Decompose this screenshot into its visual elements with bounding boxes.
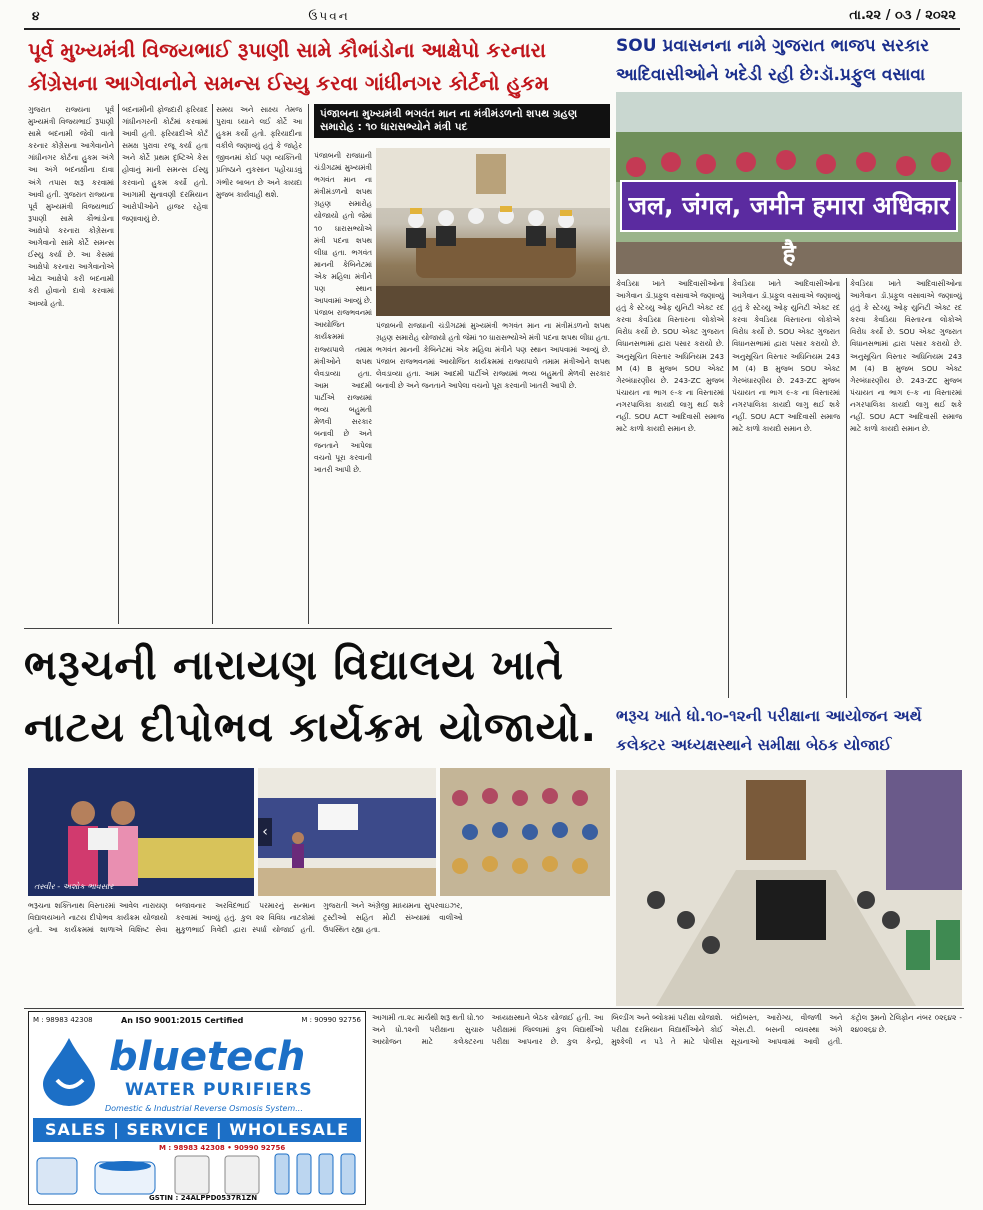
purifier-products-icon — [35, 1152, 361, 1196]
story1-column-3: સમય અને સાક્ષ્ય તેમજ પુરાવા ધ્યાને લઈ કોર્ટે આ હુકમ કર્યો હતો. ફરિયાદીના વકીલે જણાવ્યું હતું કે જાહેર જીવનમાં કોઈ પણ વ્યક્તિની પ્રતિષ્ઠાને નુકસાન પહોંચાડવું ગંભીર બાબત છે અને કાયદા મુજબ કાર્યવાહી થશે. — [216, 105, 302, 199]
ad-brand-subtitle: WATER PURIFIERS — [125, 1080, 313, 1100]
section-rule — [24, 1008, 964, 1009]
story2-photo — [376, 148, 610, 316]
story4-photo-1 — [28, 768, 254, 896]
column-rule — [308, 104, 309, 624]
ad-phone-left: M : 98983 42308 — [33, 1016, 93, 1024]
story5-headline: ભરૂચ ખાતે ધો.૧૦-૧૨ની પરીક્ષાના આયોજન અર્થે કલેક્ટર અધ્યક્ષસ્થાને સમીક્ષા બેઠક યોજાઈ — [616, 707, 922, 754]
story1-column-1: ગુજરાત રાજ્યના પૂર્વ મુખ્યમંત્રી વિજયભાઈ રૂપાણી સામે બદનામી જેવી વાતો કરનાર કોંગ્રેસના આગેવાનોને ગાંધીનગર કોર્ટના હુકમ અંગે આ અંગે બદનક્ષીના દાવા અંગે તપાસ શરૂ કરવામાં આવી હતી. ગુજરાત રાજ્યના પૂર્વ મુખ્યમંત્રી વિજયભાઈ રૂપાણી સામે કૌભાંડોના આક્ષેપો કરનારા કોંગ્રેસના આગેવાનો સામે કોર્ટે સમન્સ ઈસ્યુ કર્યા છે. આ કેસમાં આક્ષેપો કરનારા આગેવાનોએ ખોટા આક્ષેપો કરી બદનામી કરી હોવાનો દાવો કરવામાં આવ્યો હતો. — [28, 105, 114, 308]
story4-headline: ભરૂચની નારાયણ વિદ્યાલય ખાતે નાટય દીપોભવ કાર્યક્રમ યોજાયો. — [24, 641, 598, 751]
story3-photo — [616, 92, 962, 274]
ad-phone-right: M : 90990 92756 — [301, 1016, 361, 1024]
felicitation-photo — [28, 768, 254, 896]
column-rule — [118, 104, 119, 624]
audience-photo — [440, 768, 610, 896]
column-rule — [728, 278, 729, 698]
page-number: ૪ — [32, 9, 40, 23]
chevron-left-icon[interactable]: ‹ — [258, 818, 272, 846]
story1-column-2: બદનામીની ફોજદારી ફરિયાદ ગાંધીનગરની કોર્ટમાં કરવામાં આવી હતી. ફરિયાદીએ કોર્ટ સમક્ષ પુરાવા રજૂ કર્યા હતા અને કોર્ટે પ્રથમ દૃષ્ટિએ કેસ હોવાનું માની સમન્સ ઈસ્યુ કરવાનો હુકમ કર્યો હતો. આગામી સુનાવણી દરમિયાન આરોપીઓને હાજર રહેવા જણાવાયું છે. — [122, 105, 208, 223]
story3-headline: SOU પ્રવાસનના નામે ગુજરાત ભાજપ સરકાર આદિવાસીઓને ખદેડી રહી છે:ડૉ.પ્રફુલ વસાવા — [616, 36, 930, 85]
ad-tagline: Domestic & Industrial Reverse Osmosis System... — [105, 1104, 303, 1113]
bluetech-advertisement — [28, 1011, 366, 1205]
issue-date: તા.૨૨ / ૦૩ / ૨૦૨૨ — [849, 8, 956, 23]
story4-photo-3 — [440, 768, 610, 896]
ad-phones-bottom: M : 98983 42308 • 90990 92756 — [159, 1144, 286, 1152]
masthead-strip — [24, 6, 960, 30]
ad-services-strip: SALES | SERVICE | WHOLESALE — [33, 1118, 361, 1142]
cabinet-meeting-photo — [376, 148, 610, 316]
story2-body: પંજાબની રાજધાની ચંડીગઢમાં મુખ્યમંત્રી ભગવંત માન ના મંત્રીમંડળનો શપથ ગ્રહણ સમારોહ યોજાયો હતો જેમાં ૧૦ ધારાસભ્યોએ મંત્રી પદના શપથ લીધા હતા. ભગવંત માનની કેબિનેટમાં એક મહિલા મંત્રીને પણ સ્થાન આપવામાં આવ્યું છે. પંજાબ રાજભવનમાં આયોજિત કાર્યક્રમમાં રાજ્યપાલે તમામ મંત્રીઓને શપથ લેવડાવ્યા હતા. આમ આદમી પાર્ટીએ રાજ્યમાં ભવ્ય બહુમતી મેળવી સરકાર બનાવી છે અને જનતાને આપેલા વચનો પૂરા કરવાની ખાતરી આપી છે. — [376, 321, 610, 391]
story2-sidebar-text: પંજાબની રાજધાની ચંડીગઢમાં મુખ્યમંત્રી ભગવંત માન ના મંત્રીમંડળનો શપથ ગ્રહણ સમારોહ યોજાયો હતો જેમાં ૧૦ ધારાસભ્યોએ મંત્રી પદના શપથ લીધા હતા. ભગવંત માનની કેબિનેટમાં એક મહિલા મંત્રીને પણ સ્થાન આપવામાં આવ્યું છે. પંજાબ રાજભવનમાં આયોજિત કાર્યક્રમમાં રાજ્યપાલે તમામ મંત્રીઓને શપથ લેવડાવ્યા હતા. આમ આદમી પાર્ટીએ રાજ્યમાં ભવ્ય બહુમતી મેળવી સરકાર બનાવી છે અને જનતાને આપેલા વચનો પૂરા કરવાની ખાતરી આપી છે. — [314, 151, 372, 475]
story3-column-2: કેવડિયા ખાતે આદિવાસીઓના આગેવાન ડૉ.પ્રફુલ વસાવાએ જણાવ્યું હતું કે સ્ટેચ્યુ ઓફ યુનિટી એક્ટ રદ કરવા કેવડિયા વિસ્તારના લોકોએ વિરોધ કર્યો છે. SOU એક્ટ ગુજરાત વિધાનસભામાં દ્વારા પસાર કરાયો છે. અનુસૂચિત વિસ્તાર અધિનિયમ 243 M (4) B મુજબ SOU એક્ટ ગેરબંધારણીય છે. 243-ZC મુજબ પંચાયત ના ભાગ ૯-ક ના વિસ્તારમાં નગરપાલિકા કાયદો લાગુ થઈ શકે નહીં. SOU ACT આદિવાસી સમાજ માટે કાળો કાયદો સમાન છે. — [732, 279, 840, 434]
ad-iso-text: An ISO 9001:2015 Certified — [121, 1016, 244, 1025]
story4-body: ભરૂચના શક્તિનાથ વિસ્તારમાં આવેલ નારાયણ વિદ્યાલયખાતે નાટય દીપોભવ કાર્યક્રમ યોજાયો હતો. આ કાર્યક્રમમાં શાળાએ વિશિષ્ટ સેવા બજાવનાર અરવિંદભાઈ પરમારનું સન્માન કરવામાં આવ્યું હતું. કુલ ૨૨ વિવિધ નાટકોમાં મુકુળભાઈ ત્રિવેદી દ્વારા સ્પર્ધા યોજાઈ હતી. ગુજરાતી અને અંગ્રેજી માધ્યમના સુપરવાઇઝર, ટ્રસ્ટીઓ સહિત મોટી સંખ્યામાં વાલીઓ ઉપસ્થિત રહ્યા હતા. — [28, 901, 463, 935]
paper-name: ઉપવન — [308, 9, 350, 23]
ad-brand: bluetech — [109, 1034, 306, 1080]
column-rule — [212, 104, 213, 624]
story4-photo-2 — [258, 768, 436, 896]
column-rule — [846, 278, 847, 698]
ad-gstin: GSTIN : 24ALPPD0537R1ZN — [149, 1194, 258, 1202]
story5-body: આગામી તા.૨૮ માર્ચથી શરૂ થતી ધો.૧૦ અને ધો.૧૨ની પરીક્ષાના સુચારુ આયોજન માટે કલેક્ટરના અધ્યક્ષસ્થાને બેઠક યોજાઈ હતી. આ પરીક્ષામાં જિલ્લામાં કુલ વિદ્યાર્થીઓ પરીક્ષા આપનાર છે. કુલ કેન્દ્રો, બિલ્ડીંગ અને બ્લોકમાં પરીક્ષા યોજાશે. પરીક્ષા દરમિયાન વિદ્યાર્થીઓને કોઈ મુશ્કેલી ન પડે તે માટે પોલીસ બંદોબસ્ત, આરોગ્ય, વીજળી અને એસ.ટી. બસની વ્યવસ્થા અંગે સૂચનાઓ આપવામાં આવી હતી. કંટ્રોલ રૂમનો ટેલિફોન નંબર ૦૨૬૪૨ - ૨૪૦૨૬૪ છે. — [372, 1013, 962, 1047]
stage-photo — [258, 768, 436, 896]
protest-banner: जल, जंगल, जमीन हमारा अधिकार है — [620, 180, 958, 232]
story3-column-3: કેવડિયા ખાતે આદિવાસીઓના આગેવાન ડૉ.પ્રફુલ વસાવાએ જણાવ્યું હતું કે સ્ટેચ્યુ ઓફ યુનિટી એક્ટ રદ કરવા કેવડિયા વિસ્તારના લોકોએ વિરોધ કર્યો છે. SOU એક્ટ ગુજરાત વિધાનસભામાં દ્વારા પસાર કરાયો છે. અનુસૂચિત વિસ્તાર અધિનિયમ 243 M (4) B મુજબ SOU એક્ટ ગેરબંધારણીય છે. 243-ZC મુજબ પંચાયત ના ભાગ ૯-ક ના વિસ્તારમાં નગરપાલિકા કાયદો લાગુ થઈ શકે નહીં. SOU ACT આદિવાસી સમાજ માટે કાળો કાયદો સમાન છે. — [850, 279, 962, 434]
photo-credit: તસ્વીર - અશોક ભાવસાર — [34, 882, 114, 891]
section-rule — [24, 628, 612, 629]
story1-headline: પૂર્વ મુખ્યમંત્રી વિજયભાઈ રૂપાણી સામે કૌભાંડોના આક્ષેપો કરનારા કોંગ્રેસના આગેવાનોને સમન્સ ઈસ્યુ કરવા ગાંધીનગર કોર્ટનો હુકમ — [28, 38, 549, 95]
review-meeting-photo — [616, 770, 962, 1006]
water-drop-logo-icon — [39, 1036, 99, 1106]
story5-photo — [616, 770, 962, 1006]
story3-column-1: કેવડિયા ખાતે આદિવાસીઓના આગેવાન ડૉ.પ્રફુલ વસાવાએ જણાવ્યું હતું કે સ્ટેચ્યુ ઓફ યુનિટી એક્ટ રદ કરવા કેવડિયા વિસ્તારના લોકોએ વિરોધ કર્યો છે. SOU એક્ટ ગુજરાત વિધાનસભામાં દ્વારા પસાર કરાયો છે. અનુસૂચિત વિસ્તાર અધિનિયમ 243 M (4) B મુજબ SOU એક્ટ ગેરબંધારણીય છે. 243-ZC મુજબ પંચાયત ના ભાગ ૯-ક ના વિસ્તારમાં નગરપાલિકા કાયદો લાગુ થઈ શકે નહીં. SOU ACT આદિવાસી સમાજ માટે કાળો કાયદો સમાન છે. — [616, 279, 724, 434]
story2-headline: પંજાબના મુખ્યમંત્રી ભગવંત માન ના મંત્રીમંડળનો શપથ ગ્રહણ સમારોહ : ૧૦ ધારાસભ્યોને મંત્રી પદ — [314, 104, 610, 138]
